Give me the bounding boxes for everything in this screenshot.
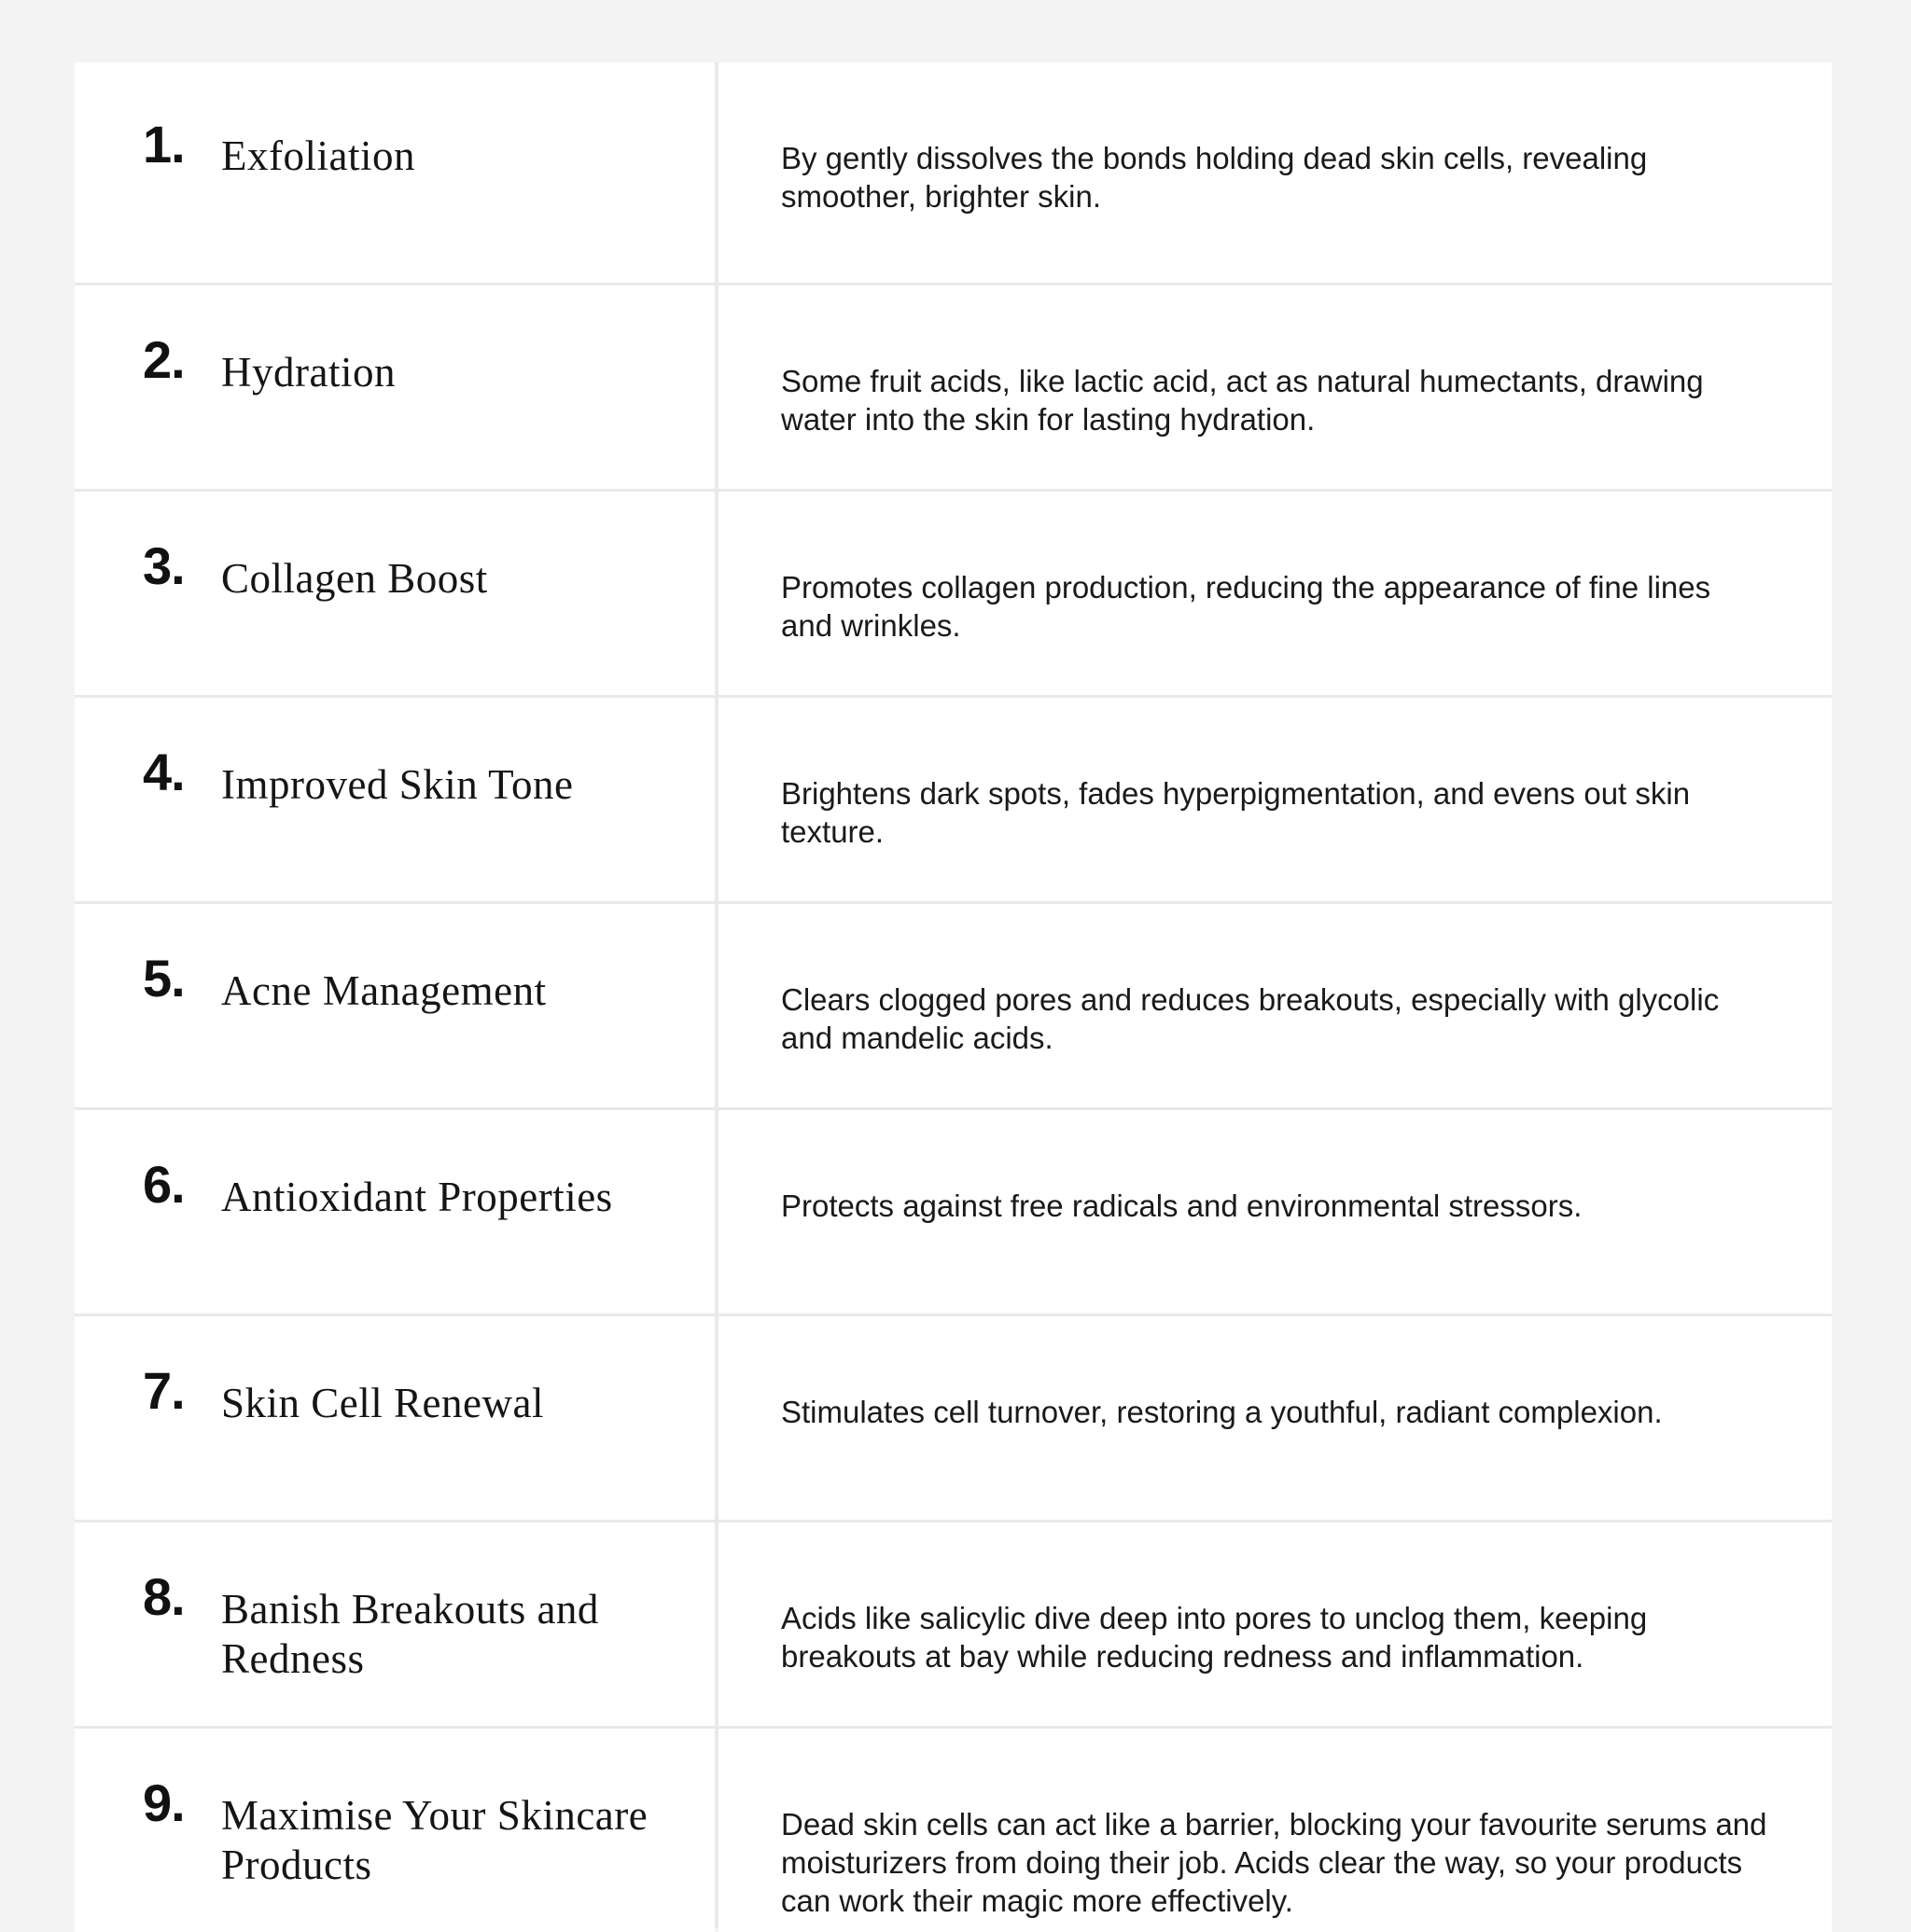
benefit-description-cell [718,1316,1832,1520]
benefit-title-cell [75,698,715,901]
benefit-description: Acids like salicylic dive deep into pores to unclog them, keeping breakouts at bay while reducing redness and inflammation. [781,1601,1648,1674]
benefit-description: Dead skin cells can act like a barrier, blocking your favourite serums and moisturizers from doing their job. Acids clear the way, so your products can work their magic more effectively. [781,1807,1767,1918]
benefit-title-cell [75,1316,715,1520]
benefit-title: Exfoliation [221,132,415,179]
benefit-title-cell [75,1522,715,1726]
benefits-table [75,63,1832,1928]
benefit-title: Collagen Boost [221,555,488,602]
benefit-description-cell [718,1729,1832,1932]
benefit-description-cell [718,63,1832,283]
benefit-number: 4. [143,743,185,801]
benefit-title: Banish Breakouts and Redness [221,1586,599,1682]
benefit-number: 6. [143,1155,185,1214]
benefit-title: Skin Cell Renewal [221,1380,544,1426]
benefit-title: Hydration [221,349,396,396]
benefit-description-cell [718,492,1832,695]
benefit-title-cell [75,1729,715,1932]
benefit-description-cell [718,698,1832,901]
benefit-description: Promotes collagen production, reducing the appearance of fine lines and wrinkles. [781,570,1711,643]
benefit-description: By gently dissolves the bonds holding dead skin cells, revealing smoother, brighter skin. [781,141,1648,214]
benefit-description-cell [718,1522,1832,1726]
benefit-description-cell [718,1110,1832,1313]
benefit-description-cell [718,285,1832,489]
benefit-title: Maximise Your Skincare Products [221,1792,649,1888]
benefit-number: 7. [143,1361,185,1420]
benefit-number: 2. [143,330,185,389]
benefit-description: Clears clogged pores and reduces breakouts, especially with glycolic and mandelic acids. [781,982,1720,1055]
benefit-description-cell [718,904,1832,1107]
benefit-title-cell [75,285,715,489]
benefit-number: 8. [143,1567,185,1626]
benefit-number: 9. [143,1773,185,1832]
benefit-number: 5. [143,949,185,1008]
benefit-description: Some fruit acids, like lactic acid, act as natural humectants, drawing water into the skin for lasting hydration. [781,364,1704,437]
benefit-title: Improved Skin Tone [221,761,574,808]
benefit-description: Stimulates cell turnover, restoring a youthful, radiant complexion. [781,1395,1663,1429]
benefit-number: 3. [143,536,185,595]
benefit-description: Protects against free radicals and environmental stressors. [781,1188,1583,1223]
benefit-title-cell [75,492,715,695]
benefit-title-cell [75,63,715,283]
benefit-number: 1. [143,115,185,174]
benefit-title-cell [75,904,715,1107]
benefit-description: Brightens dark spots, fades hyperpigmentation, and evens out skin texture. [781,776,1691,849]
benefit-title-cell [75,1110,715,1313]
benefit-title: Acne Management [221,967,547,1014]
benefit-title: Antioxidant Properties [221,1174,613,1220]
